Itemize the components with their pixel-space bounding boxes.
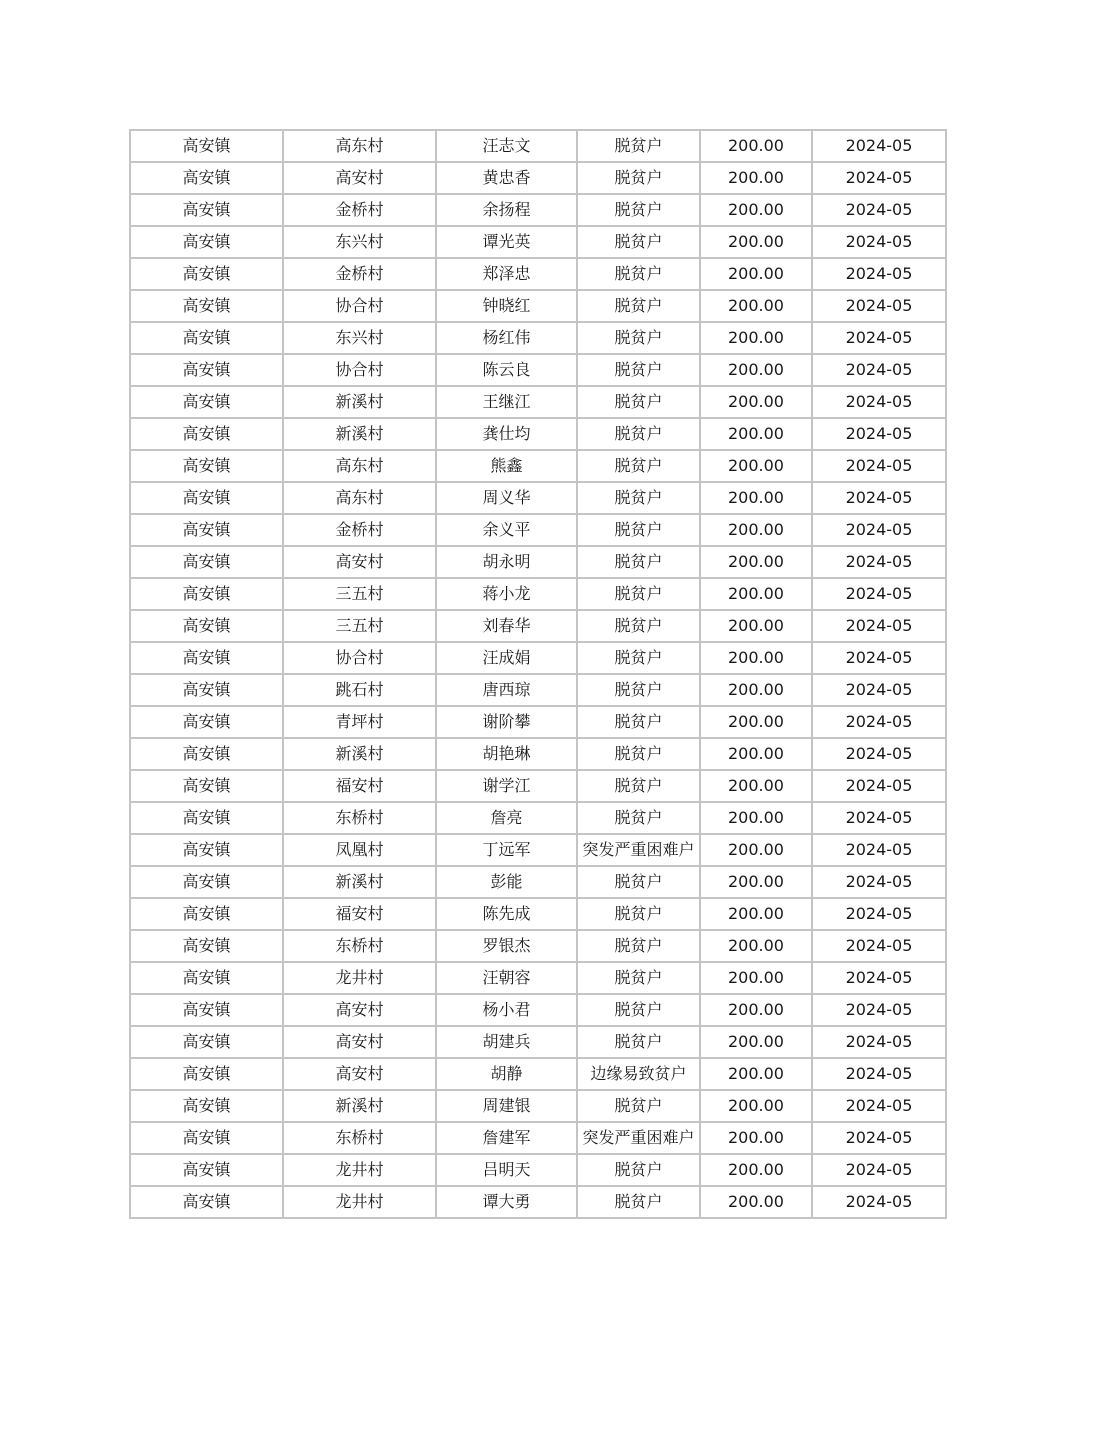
month-cell: 2024-05: [812, 994, 946, 1026]
table-row: [130, 290, 946, 322]
amount-cell: 200.00: [700, 706, 812, 738]
name-cell: 郑泽忠: [436, 258, 577, 290]
household-type-cell: 脱贫户: [577, 386, 700, 418]
town-cell: 高安镇: [130, 1154, 283, 1186]
table-row: [130, 258, 946, 290]
village-cell: 青坪村: [283, 706, 436, 738]
household-type-cell: 脱贫户: [577, 354, 700, 386]
village-cell: 东兴村: [283, 226, 436, 258]
town-cell: 高安镇: [130, 578, 283, 610]
month-cell: 2024-05: [812, 802, 946, 834]
table-row: [130, 674, 946, 706]
name-cell: 胡静: [436, 1058, 577, 1090]
month-cell: 2024-05: [812, 578, 946, 610]
amount-cell: 200.00: [700, 418, 812, 450]
village-cell: 跳石村: [283, 674, 436, 706]
name-cell: 陈云良: [436, 354, 577, 386]
month-cell: 2024-05: [812, 866, 946, 898]
amount-cell: 200.00: [700, 738, 812, 770]
town-cell: 高安镇: [130, 994, 283, 1026]
village-cell: 金桥村: [283, 514, 436, 546]
month-cell: 2024-05: [812, 1186, 946, 1218]
month-cell: 2024-05: [812, 130, 946, 162]
town-cell: 高安镇: [130, 674, 283, 706]
village-cell: 新溪村: [283, 1090, 436, 1122]
household-type-cell: 脱贫户: [577, 706, 700, 738]
town-cell: 高安镇: [130, 162, 283, 194]
table-row: [130, 1122, 946, 1154]
household-type-cell: 脱贫户: [577, 1026, 700, 1058]
month-cell: 2024-05: [812, 610, 946, 642]
household-type-cell: 边缘易致贫户: [577, 1058, 700, 1090]
town-cell: 高安镇: [130, 1058, 283, 1090]
village-cell: 金桥村: [283, 258, 436, 290]
household-type-cell: 脱贫户: [577, 514, 700, 546]
table-row: [130, 1186, 946, 1218]
month-cell: 2024-05: [812, 706, 946, 738]
amount-cell: 200.00: [700, 194, 812, 226]
amount-cell: 200.00: [700, 898, 812, 930]
table-row: [130, 1090, 946, 1122]
amount-cell: 200.00: [700, 226, 812, 258]
town-cell: 高安镇: [130, 802, 283, 834]
name-cell: 胡建兵: [436, 1026, 577, 1058]
household-type-cell: 脱贫户: [577, 130, 700, 162]
amount-cell: 200.00: [700, 162, 812, 194]
household-type-cell: 脱贫户: [577, 1186, 700, 1218]
amount-cell: 200.00: [700, 258, 812, 290]
town-cell: 高安镇: [130, 290, 283, 322]
town-cell: 高安镇: [130, 514, 283, 546]
table-row: [130, 1058, 946, 1090]
month-cell: 2024-05: [812, 642, 946, 674]
name-cell: 丁远军: [436, 834, 577, 866]
household-type-cell: 脱贫户: [577, 674, 700, 706]
name-cell: 龚仕均: [436, 418, 577, 450]
name-cell: 周建银: [436, 1090, 577, 1122]
household-type-cell: 脱贫户: [577, 578, 700, 610]
village-cell: 龙井村: [283, 962, 436, 994]
month-cell: 2024-05: [812, 1026, 946, 1058]
name-cell: 熊鑫: [436, 450, 577, 482]
town-cell: 高安镇: [130, 1090, 283, 1122]
table-row: [130, 994, 946, 1026]
month-cell: 2024-05: [812, 162, 946, 194]
amount-cell: 200.00: [700, 1026, 812, 1058]
month-cell: 2024-05: [812, 770, 946, 802]
household-type-cell: 脱贫户: [577, 1154, 700, 1186]
town-cell: 高安镇: [130, 1122, 283, 1154]
name-cell: 刘春华: [436, 610, 577, 642]
amount-cell: 200.00: [700, 802, 812, 834]
amount-cell: 200.00: [700, 1154, 812, 1186]
amount-cell: 200.00: [700, 1058, 812, 1090]
amount-cell: 200.00: [700, 1186, 812, 1218]
village-cell: 高安村: [283, 1058, 436, 1090]
amount-cell: 200.00: [700, 962, 812, 994]
name-cell: 唐西琼: [436, 674, 577, 706]
household-type-cell: 脱贫户: [577, 610, 700, 642]
household-type-cell: 脱贫户: [577, 866, 700, 898]
name-cell: 汪朝容: [436, 962, 577, 994]
household-type-cell: 脱贫户: [577, 418, 700, 450]
table-row: [130, 546, 946, 578]
household-type-cell: 脱贫户: [577, 642, 700, 674]
household-type-cell: 脱贫户: [577, 994, 700, 1026]
amount-cell: 200.00: [700, 130, 812, 162]
table-row: [130, 930, 946, 962]
town-cell: 高安镇: [130, 418, 283, 450]
table-row: [130, 866, 946, 898]
town-cell: 高安镇: [130, 962, 283, 994]
month-cell: 2024-05: [812, 354, 946, 386]
name-cell: 罗银杰: [436, 930, 577, 962]
amount-cell: 200.00: [700, 546, 812, 578]
table-row: [130, 1026, 946, 1058]
village-cell: 高安村: [283, 546, 436, 578]
village-cell: 高东村: [283, 450, 436, 482]
town-cell: 高安镇: [130, 930, 283, 962]
amount-cell: 200.00: [700, 834, 812, 866]
household-type-cell: 突发严重困难户: [577, 834, 700, 866]
name-cell: 钟晓红: [436, 290, 577, 322]
name-cell: 蒋小龙: [436, 578, 577, 610]
town-cell: 高安镇: [130, 386, 283, 418]
month-cell: 2024-05: [812, 930, 946, 962]
town-cell: 高安镇: [130, 194, 283, 226]
month-cell: 2024-05: [812, 194, 946, 226]
table-row: [130, 386, 946, 418]
month-cell: 2024-05: [812, 1122, 946, 1154]
town-cell: 高安镇: [130, 546, 283, 578]
household-type-cell: 脱贫户: [577, 802, 700, 834]
village-cell: 高东村: [283, 482, 436, 514]
table-row: [130, 162, 946, 194]
table-row: [130, 226, 946, 258]
household-type-cell: 脱贫户: [577, 962, 700, 994]
household-type-cell: 脱贫户: [577, 482, 700, 514]
name-cell: 胡永明: [436, 546, 577, 578]
household-type-cell: 脱贫户: [577, 1090, 700, 1122]
month-cell: 2024-05: [812, 834, 946, 866]
table-row: [130, 322, 946, 354]
table-row: [130, 738, 946, 770]
household-type-cell: 脱贫户: [577, 898, 700, 930]
town-cell: 高安镇: [130, 642, 283, 674]
amount-cell: 200.00: [700, 322, 812, 354]
village-cell: 龙井村: [283, 1154, 436, 1186]
name-cell: 谭大勇: [436, 1186, 577, 1218]
name-cell: 谢学江: [436, 770, 577, 802]
household-type-cell: 脱贫户: [577, 738, 700, 770]
village-cell: 龙井村: [283, 1186, 436, 1218]
name-cell: 余义平: [436, 514, 577, 546]
month-cell: 2024-05: [812, 1090, 946, 1122]
town-cell: 高安镇: [130, 866, 283, 898]
household-type-cell: 脱贫户: [577, 290, 700, 322]
table-row: [130, 1154, 946, 1186]
month-cell: 2024-05: [812, 1058, 946, 1090]
name-cell: 詹亮: [436, 802, 577, 834]
village-cell: 高安村: [283, 162, 436, 194]
amount-cell: 200.00: [700, 290, 812, 322]
month-cell: 2024-05: [812, 482, 946, 514]
village-cell: 东桥村: [283, 930, 436, 962]
table-row: [130, 130, 946, 162]
month-cell: 2024-05: [812, 258, 946, 290]
table-row: [130, 514, 946, 546]
town-cell: 高安镇: [130, 1026, 283, 1058]
name-cell: 杨红伟: [436, 322, 577, 354]
table-row: [130, 578, 946, 610]
village-cell: 福安村: [283, 898, 436, 930]
month-cell: 2024-05: [812, 450, 946, 482]
table-row: [130, 802, 946, 834]
town-cell: 高安镇: [130, 450, 283, 482]
table-row: [130, 642, 946, 674]
month-cell: 2024-05: [812, 1154, 946, 1186]
household-type-cell: 脱贫户: [577, 162, 700, 194]
village-cell: 新溪村: [283, 738, 436, 770]
name-cell: 黄忠香: [436, 162, 577, 194]
name-cell: 谢阶攀: [436, 706, 577, 738]
village-cell: 协合村: [283, 354, 436, 386]
amount-cell: 200.00: [700, 642, 812, 674]
town-cell: 高安镇: [130, 706, 283, 738]
name-cell: 彭能: [436, 866, 577, 898]
town-cell: 高安镇: [130, 834, 283, 866]
month-cell: 2024-05: [812, 898, 946, 930]
name-cell: 谭光英: [436, 226, 577, 258]
household-type-cell: 脱贫户: [577, 930, 700, 962]
name-cell: 陈先成: [436, 898, 577, 930]
amount-cell: 200.00: [700, 354, 812, 386]
town-cell: 高安镇: [130, 482, 283, 514]
town-cell: 高安镇: [130, 610, 283, 642]
household-type-cell: 突发严重困难户: [577, 1122, 700, 1154]
town-cell: 高安镇: [130, 354, 283, 386]
month-cell: 2024-05: [812, 962, 946, 994]
name-cell: 汪成娟: [436, 642, 577, 674]
name-cell: 胡艳琳: [436, 738, 577, 770]
town-cell: 高安镇: [130, 738, 283, 770]
name-cell: 王继江: [436, 386, 577, 418]
amount-cell: 200.00: [700, 610, 812, 642]
table-body: [130, 130, 946, 1218]
village-cell: 高安村: [283, 994, 436, 1026]
village-cell: 凤凰村: [283, 834, 436, 866]
table-row: [130, 450, 946, 482]
town-cell: 高安镇: [130, 226, 283, 258]
amount-cell: 200.00: [700, 1122, 812, 1154]
table-row: [130, 834, 946, 866]
name-cell: 汪志文: [436, 130, 577, 162]
village-cell: 新溪村: [283, 386, 436, 418]
town-cell: 高安镇: [130, 258, 283, 290]
household-type-cell: 脱贫户: [577, 322, 700, 354]
village-cell: 金桥村: [283, 194, 436, 226]
name-cell: 余扬程: [436, 194, 577, 226]
village-cell: 协合村: [283, 290, 436, 322]
village-cell: 三五村: [283, 610, 436, 642]
name-cell: 詹建军: [436, 1122, 577, 1154]
name-cell: 杨小君: [436, 994, 577, 1026]
village-cell: 东兴村: [283, 322, 436, 354]
month-cell: 2024-05: [812, 290, 946, 322]
amount-cell: 200.00: [700, 930, 812, 962]
amount-cell: 200.00: [700, 1090, 812, 1122]
table-row: [130, 898, 946, 930]
beneficiary-table: [129, 129, 947, 1219]
town-cell: 高安镇: [130, 898, 283, 930]
amount-cell: 200.00: [700, 482, 812, 514]
table-row: [130, 610, 946, 642]
village-cell: 新溪村: [283, 866, 436, 898]
month-cell: 2024-05: [812, 514, 946, 546]
month-cell: 2024-05: [812, 418, 946, 450]
table-row: [130, 354, 946, 386]
month-cell: 2024-05: [812, 386, 946, 418]
amount-cell: 200.00: [700, 386, 812, 418]
household-type-cell: 脱贫户: [577, 226, 700, 258]
household-type-cell: 脱贫户: [577, 546, 700, 578]
table-row: [130, 770, 946, 802]
town-cell: 高安镇: [130, 770, 283, 802]
household-type-cell: 脱贫户: [577, 450, 700, 482]
name-cell: 吕明天: [436, 1154, 577, 1186]
month-cell: 2024-05: [812, 674, 946, 706]
amount-cell: 200.00: [700, 578, 812, 610]
village-cell: 东桥村: [283, 802, 436, 834]
amount-cell: 200.00: [700, 770, 812, 802]
table-row: [130, 962, 946, 994]
household-type-cell: 脱贫户: [577, 258, 700, 290]
village-cell: 新溪村: [283, 418, 436, 450]
table-row: [130, 482, 946, 514]
village-cell: 东桥村: [283, 1122, 436, 1154]
village-cell: 福安村: [283, 770, 436, 802]
month-cell: 2024-05: [812, 322, 946, 354]
village-cell: 高安村: [283, 1026, 436, 1058]
village-cell: 高东村: [283, 130, 436, 162]
village-cell: 三五村: [283, 578, 436, 610]
amount-cell: 200.00: [700, 674, 812, 706]
month-cell: 2024-05: [812, 546, 946, 578]
town-cell: 高安镇: [130, 130, 283, 162]
amount-cell: 200.00: [700, 450, 812, 482]
household-type-cell: 脱贫户: [577, 194, 700, 226]
town-cell: 高安镇: [130, 322, 283, 354]
table-row: [130, 418, 946, 450]
month-cell: 2024-05: [812, 738, 946, 770]
month-cell: 2024-05: [812, 226, 946, 258]
town-cell: 高安镇: [130, 1186, 283, 1218]
amount-cell: 200.00: [700, 514, 812, 546]
household-type-cell: 脱贫户: [577, 770, 700, 802]
village-cell: 协合村: [283, 642, 436, 674]
table-row: [130, 706, 946, 738]
amount-cell: 200.00: [700, 994, 812, 1026]
amount-cell: 200.00: [700, 866, 812, 898]
table-row: [130, 194, 946, 226]
name-cell: 周义华: [436, 482, 577, 514]
